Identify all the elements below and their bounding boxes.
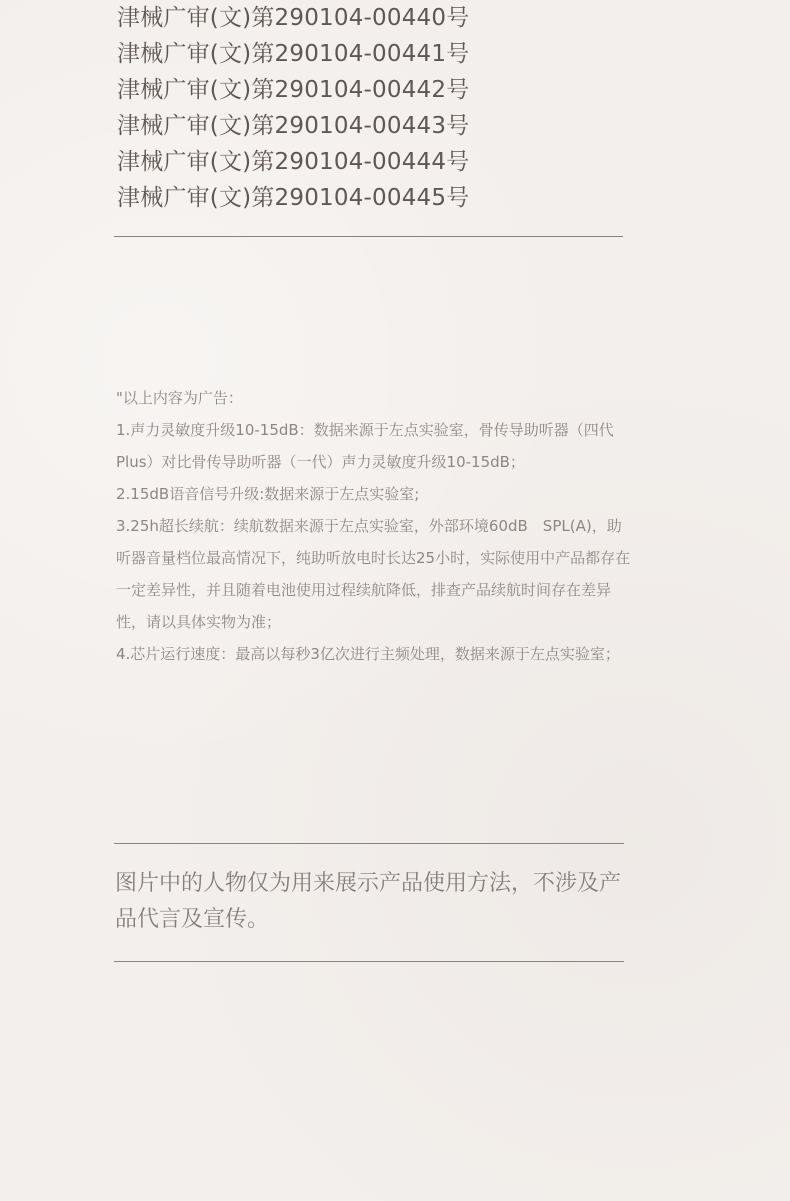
ad-notes-intro: "以上内容为广告： [116,389,243,407]
ad-note-item: 2.15dB语音信号升级:数据来源于左点实验室; [116,485,420,503]
ad-note-item: 1.声力灵敏度升级10-15dB：数据来源于左点实验室，骨传导助听器（四代Plus）对比骨传导助听器（一代）声力灵敏度升级10-15dB； [116,421,614,471]
model-disclaimer: 图片中的人物仅为用来展示产品使用方法，不涉及产品代言及宣传。 [115,871,622,932]
ad-note-item: 4.芯片运行速度：最高以每秒3亿次进行主频处理，数据来源于左点实验室； [116,645,620,663]
ad-note-item: 3.25h超长续航：续航数据来源于左点实验室，外部环境60dB SPL(A)，助听器音量档位最高情况下，纯助听放电时长达25小时，实际使用中产品都存在一定差异性，并且随着电池使用过程续航降低，排查产品续航时间存在差异性，请以具体实物为准； [116,517,631,631]
registration-number: 津械广审(文)第290104-00445号 [117,185,470,211]
divider [114,843,624,844]
registration-number-list [117,0,469,216]
registration-number: 津械广审(文)第290104-00441号 [117,41,470,67]
registration-number: 津械广审(文)第290104-00444号 [117,149,470,175]
registration-number: 津械广审(文)第290104-00442号 [117,77,470,103]
divider [114,236,623,237]
registration-number: 津械广审(文)第290104-00443号 [117,113,470,139]
ad-notes [116,382,636,670]
registration-number: 津械广审(文)第290104-00440号 [117,5,470,31]
divider [114,961,624,962]
